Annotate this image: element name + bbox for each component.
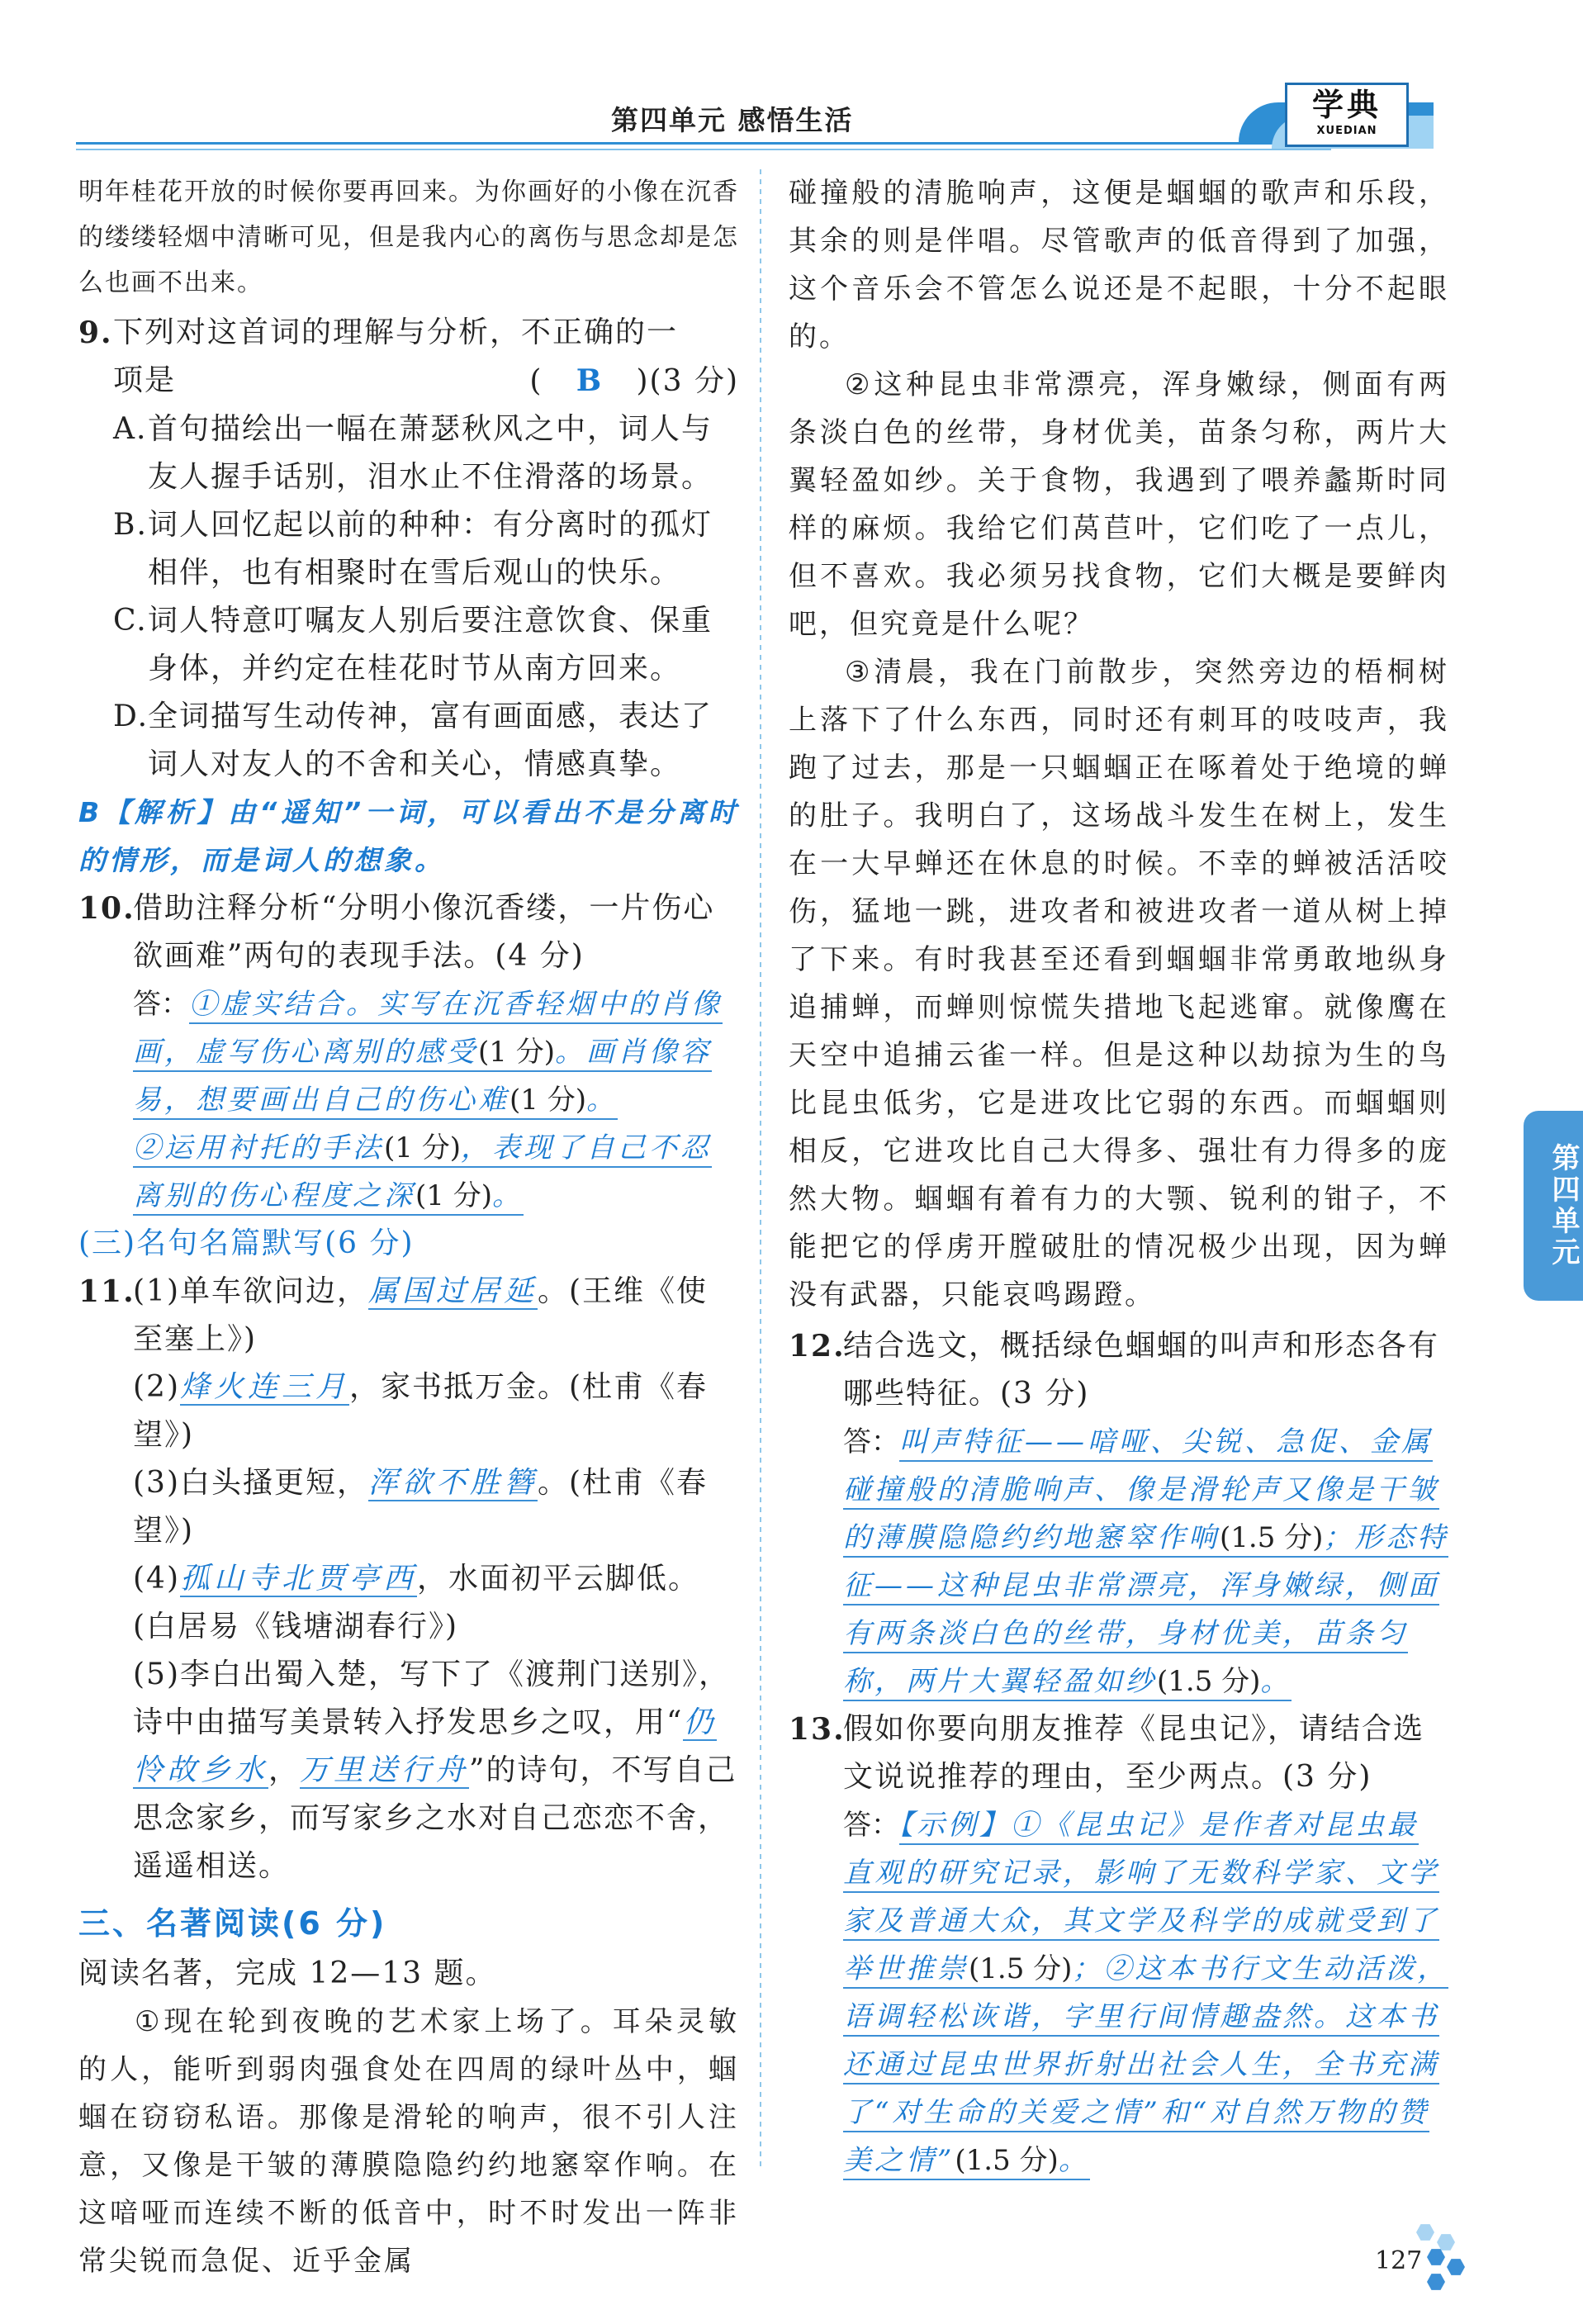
hexagon-icon (1416, 2223, 1434, 2241)
question-13 (789, 1705, 1449, 1801)
question-number: 11. (78, 1274, 135, 1309)
header-rule (76, 142, 1331, 145)
hexagon-icon (1427, 2248, 1445, 2266)
brand-name: 学典 (1311, 86, 1382, 123)
question-11-item-5: (5)李白出蜀入楚，写下了《渡荆门送别》，诗中由描写美景转入抒发思乡之叹，用“仍怜故乡水，万里送行舟”的诗句，不写自己思念家乡，而写家乡之水对自己恋恋不舍，遥遥相送。 (133, 1658, 737, 1883)
column-divider (760, 169, 761, 2168)
header-rule-light (76, 149, 1331, 150)
section-heading: (三)名句名篇默写(6 分) (78, 1226, 415, 1260)
answer-10: 答：①虚实结合。实写在沉香轻烟中的肖像画，虚写伤心离别的感受(1 分)。画肖像容易，想要画出自己的伤心难(1 分)。 ②运用衬托的手法(1 分)，表现了自己不忍离别的伤心程度之深(1 分)。 (78, 980, 739, 1220)
passage-paragraph-2: ②这种昆虫非常漂亮，浑身嫩绿，侧面有两条淡白色的丝带，身材优美，苗条匀称，两片大翼轻盈如纱。关于食物，我遇到了喂养蠡斯时同样的麻烦。我给它们莴苣叶，它们吃了一点儿，但不喜欢。我必须另找食物，它们大概是要鲜肉吧，但究竟是什么呢？ (789, 368, 1449, 641)
answer-fill: 烽火连三月 (180, 1370, 350, 1404)
reading-instructions: 阅读名著，完成 12—13 题。 (78, 1956, 497, 1990)
question-number: 10. (78, 891, 135, 926)
question-stem: 假如你要向朋友推荐《昆虫记》，请结合选文说说推荐的理由，至少两点。(3 分) (843, 1712, 1425, 1794)
question-stem: 结合选文，概括绿色蝈蝈的叫声和形态各有哪些特征。(3 分) (843, 1329, 1440, 1411)
passage-paragraph-1: ①现在轮到夜晚的艺术家上场了。耳朵灵敏的人，能听到弱肉强食处在四周的绿叶丛中，蝈蝈在窃窃私语。那像是滑轮的响声，很不引人注意，又像是干皱的薄膜隐隐约约地窸窣作响。在这喑哑而连续不断的低音中，时不时发出一阵非常尖锐而急促、近乎金属 (78, 2005, 739, 2278)
question-11: 11. (1)单车欲问边，属国过居延。(王维《使至塞上》) (78, 1268, 739, 1364)
question-number: 13. (789, 1712, 846, 1747)
question-12 (789, 1322, 1449, 1418)
brand-box (1285, 83, 1409, 147)
brand-sub: XUEDIAN (1316, 125, 1377, 137)
answer-analysis: B【解析】由“遥知”一词，可以看出不是分离时的情形，而是词人的想象。 (78, 796, 739, 876)
question-11-item-2: (2)烽火连三月，家书抵万金。(杜甫《春望》) (133, 1370, 709, 1452)
question-11-item-3: (3)白头搔更短，浑欲不胜簪。(杜甫《春望》) (133, 1466, 709, 1548)
hexagon-icon (1427, 2273, 1445, 2291)
answer-fill: 仍怜故乡水 (133, 1705, 718, 1787)
answer-bracket: ( B )(3 分) (529, 363, 739, 398)
question-stem: 下列对这首词的理解与分析，不正确的一 (113, 315, 679, 349)
page-header (76, 99, 1429, 147)
passage-paragraph-3: ③清晨，我在门前散步，突然旁边的梧桐树上落下了什么东西，同时还有刺耳的吱吱声，我跑了过去，那是一只蝈蝈正在啄着处于绝境的蝉的肚子。我明白了，这场战斗发生在树上，发生在一大早蝉还在休息的时候。不幸的蝉被活活咬伤，猛地一跳，进攻者和被进攻者一道从树上掉了下来。有时我甚至还看到蝈蝈非常勇敢地纵身追捕蝉，而蝉则惊慌失措地飞起逃窜。就像鹰在天空中追捕云雀一样。但是这种以劫掠为生的鸟比昆虫低劣，它是进攻比它弱的东西。而蝈蝈则相反，它进攻比自己大得多、强壮有力得多的庞然大物。蝈蝈有着有力的大颚、锐利的钳子，不能把它的俘虏开膛破肚的情况极少出现，因为蝉没有武器，只能哀鸣踢蹬。 (789, 656, 1449, 1311)
question-number: 12. (789, 1329, 846, 1364)
option-d: D. 全词描写生动传神，富有画面感，表达了词人对友人的不舍和关心，情感真挚。 (113, 700, 713, 781)
question-11-item-4: (4)孤山寺北贾亭西，水面初平云脚低。(白居易《钱塘湖春行》) (133, 1562, 700, 1643)
question-number: 9. (78, 315, 113, 350)
question-stem: 借助注释分析“分明小像沉香缕，一片伤心欲画难”两句的表现手法。(4 分) (133, 891, 715, 973)
answer-12: 答：叫声特征——喑哑、尖锐、急促、金属碰撞般的清脆响声、像是滑轮声又像是干皱的薄膜隐隐约约地窸窣作响(1.5 分)；形态特征——这种昆虫非常漂亮，浑身嫩绿，侧面有两条淡白色的丝带，身材优美，苗条匀称，两片大翼轻盈如纱(1.5 分)。 (789, 1418, 1449, 1705)
answer-choice: B (576, 363, 604, 398)
answer-fill: 浑欲不胜簪 (368, 1466, 538, 1500)
answer-fill: 万里送行舟 (300, 1753, 470, 1787)
passage-paragraph-1-cont: 碰撞般的清脆响声，这便是蝈蝈的歌声和乐段，其余的则是伴唱。尽管歌声的低音得到了加强，这个音乐会不管怎么说还是不起眼，十分不起眼的。 (789, 177, 1449, 353)
section-title: 三、名著阅读(6 分) (78, 1905, 387, 1942)
question-stem-end: 项是 (113, 363, 177, 397)
page-number: 127 (1375, 2246, 1423, 2275)
question-10 (78, 885, 739, 980)
header-title: 第四单元 感悟生活 (611, 104, 854, 136)
right-column (789, 169, 1449, 2184)
answer-13: 答：【示例】①《昆虫记》是作者对昆虫最直观的研究记录，影响了无数科学家、文学家及普通大众，其文学及科学的成就受到了举世推崇(1.5 分)；②这本书行文生动活泼，语调轻松诙谐，字里行间情趣盎然。这本书还通过昆虫世界折射出社会人生，全书充满了“对生命的关爱之情”和“对自然万物的赞美之情”(1.5 分)。 (789, 1801, 1449, 2184)
option-a: A. 首句描绘出一幅在萧瑟秋风之中，词人与友人握手话别，泪水止不住滑落的场景。 (113, 412, 713, 494)
left-column (78, 169, 739, 2285)
hexagon-icon (1437, 2233, 1455, 2251)
translation-text: 明年桂花开放的时候你要再回来。为你画好的小像在沉香的缕缕轻烟中清晰可见，但是我内心的离伤与思念却是怎么也画不出来。 (78, 178, 739, 297)
hexagon-icon (1447, 2258, 1465, 2276)
option-b: B. 词人回忆起以前的种种：有分离时的孤灯相伴，也有相聚时在雪后观山的快乐。 (113, 508, 713, 590)
option-c: C. 词人特意叮嘱友人别后要注意饮食、保重身体，并约定在桂花时节从南方回来。 (113, 604, 713, 685)
answer-fill: 属国过居延 (368, 1274, 538, 1308)
answer-fill: 孤山寺北贾亭西 (180, 1562, 418, 1596)
question-9 (78, 309, 739, 406)
unit-side-tab: 第四单元 (1524, 1111, 1583, 1301)
brand-logo (1239, 83, 1434, 150)
